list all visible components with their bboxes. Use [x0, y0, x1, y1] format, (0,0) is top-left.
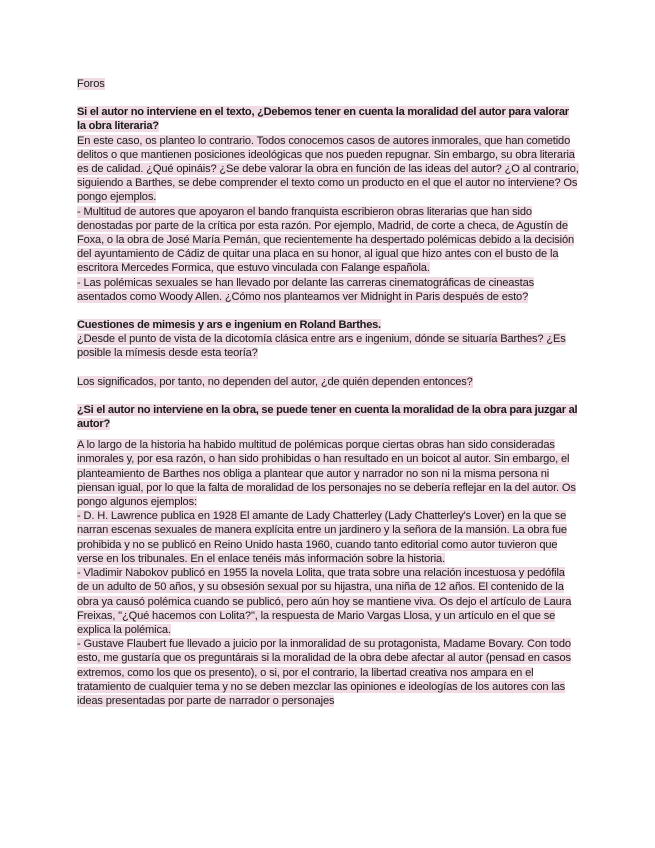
- section-paragraph: En este caso, os planteo lo contrario. Todos conocemos casos de autores inmorales, que han cometido delitos o que mantienen posiciones ideológicas que nos pueden repugnar. Sin embargo, su obra literaria es de calidad. ¿Qué opináis? ¿Se debe valorar la obra en función de las ideas del autor? ¿O al contrario, siguiendo a Barthes, se debe comprender el texto como un producto en el que el autor no interviene? Os pongo ejemplos.: [77, 134, 579, 204]
- section-paragraph: - Multitud de autores que apoyaron el bando franquista escribieron obras literarias que han sido denostadas por parte de la crítica por esta razón. Por ejemplo, Madrid, de corte a checa, de Agustín de Foxa, o la obra de José María Pemán, que recientemente ha despertado polémicas debido a la decisión del ayuntamiento de Cádiz de quitar una placa en su honor, al igual que hizo antes con el busto de la escritora Mercedes Formica, que estuvo vinculada con Falange española.: [77, 205, 575, 275]
- section-paragraph: ¿Desde el punto de vista de la dicotomía clásica entre ars e ingenium, dónde se situaría Barthes? ¿Es posible la mímesis desde esta teoría?: [77, 333, 566, 360]
- section-spacer: [77, 304, 579, 318]
- section-moralidad-obra: [77, 403, 579, 708]
- section-paragraph: - D. H. Lawrence publica en 1928 El amante de Lady Chatterley (Lady Chatterley's Lover) en la que se narran escenas sexuales de manera explícita entre un jardinero y la señora de la mansión. La obra fue prohibida y no se publicó en Reino Unido hasta 1960, cuando tanto editorial como autor tuvieron que verse en los tribunales. En el enlace tenéis más información sobre la historia.: [77, 510, 567, 565]
- section-paragraph: - Vladimir Nabokov publicó en 1955 la novela Lolita, que trata sobre una relación incestuosa y pedófila de un adulto de 50 años, y su obsesión sexual por su hijastra, una niña de 12 años. El contenido de la obra ya causó polémica cuando se publicó, pero aún hoy se mantiene viva. Os dejo el artículo de Laura Freixas, "¿Qué hacemos con Lolita?", la respuesta de Mario Vargas Llosa, y un artículo en el que se explica la polémica.: [77, 567, 572, 636]
- section-spacer: [77, 389, 579, 403]
- section-heading: ¿Si el autor no interviene en la obra, se puede tener en cuenta la moralidad de la obra para juzgar al autor?: [77, 403, 578, 431]
- forum-title: Foros: [77, 78, 105, 90]
- section-significados: [77, 375, 579, 389]
- forum-title-block: [77, 77, 579, 91]
- section-moralidad-autor: [77, 105, 579, 304]
- section-paragraph: - Las polémicas sexuales se han llevado por delante las carreras cinematográficas de cineastas asentados como Woody Allen. ¿Cómo nos planteamos ver Midnight in Paris después de esto?: [77, 276, 535, 303]
- section-paragraph: Los significados, por tanto, no dependen del autor, ¿de quién dependen entonces?: [77, 375, 473, 388]
- section-spacer: [77, 361, 579, 375]
- section-mimesis: [77, 318, 579, 361]
- section-paragraph: - Gustave Flaubert fue llevado a juicio por la inmoralidad de su protagonista, Madame Bovary. Con todo esto, me gustaría que os preguntárais si la moralidad de la obra debe afectar al autor (pensad en casos extremos, como los que os presento), o si, por el contrario, la libertad creativa nos ampara en el tratamiento de cualquier tema y no se deben mezclar las opiniones e ideologías de los autores con las ideas presentadas por parte de narrador o personajes: [77, 638, 571, 707]
- heading-spacer: [77, 431, 579, 438]
- section-heading: Cuestiones de mimesis y ars e ingenium en Roland Barthes.: [77, 319, 381, 332]
- section-paragraph: A lo largo de la historia ha habido multitud de polémicas porque ciertas obras han sido consideradas inmorales y, por esa razón, o han sido prohibidas o han resultado en un boicot al autor. Sin embargo, el planteamiento de Barthes nos obliga a plantear que autor y narrador no son ni la misma persona ni piensan igual, por lo que la falta de moralidad de los personajes no se debería reflejar en la del autor. Os pongo algunos ejemplos:: [77, 439, 576, 509]
- document-page: [77, 77, 579, 708]
- section-heading: Si el autor no interviene en el texto, ¿Debemos tener en cuenta la moralidad del autor para valorar la obra literaria?: [77, 106, 569, 133]
